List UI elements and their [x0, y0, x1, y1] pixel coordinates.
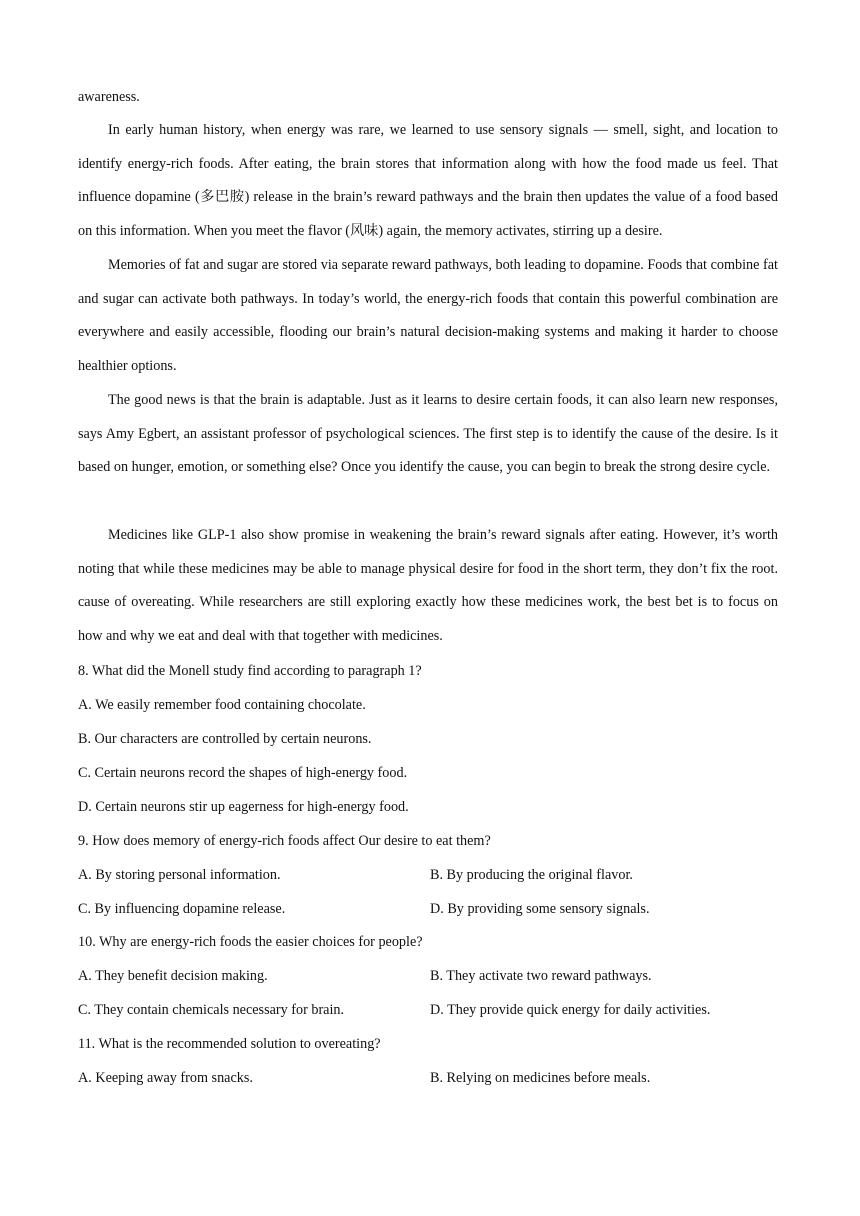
- passage-carryover-text: awareness.: [78, 89, 140, 105]
- question-8-stem: 8. What did the Monell study find according to paragraph 1?: [78, 663, 422, 679]
- question-10-option-c: C. They contain chemicals necessary for brain.: [78, 1002, 345, 1018]
- question-10-stem: 10. Why are energy-rich foods the easier choices for people?: [78, 934, 423, 950]
- question-8-option-a: A. We easily remember food containing chocolate.: [78, 697, 366, 713]
- question-10-option-a: A. They benefit decision making.: [78, 968, 268, 984]
- question-11-stem: 11. What is the recommended solution to overeating?: [78, 1036, 381, 1052]
- question-8-option-d: D. Certain neurons stir up eagerness for high-energy food.: [78, 799, 409, 815]
- question-9-stem: 9. How does memory of energy-rich foods affect Our desire to eat them?: [78, 833, 491, 849]
- passage-paragraph-4: The good news is that the brain is adaptable. Just as it learns to desire certain foods, it can also learn new responses, says Amy Egbert, an assistant professor of psychological sciences. The first step is to identify the cause of the desire. Is it based on hunger, emotion, or something else? Once you identify the cause, you can begin to break the strong desire cycle.: [78, 392, 778, 476]
- passage-paragraph-5: Medicines like GLP-1 also show promise in weakening the brain’s reward signals after eating. However, it’s worth noting that while these medicines may be able to manage physical desire for food in the short term, they don’t fix the root. cause of overeating. While researchers are still exploring exactly how these medicines work, the best bet is to focus on how and why we eat and deal with that together with medicines.: [78, 527, 778, 645]
- question-9-option-b: B. By producing the original flavor.: [430, 867, 633, 883]
- question-9-option-c: C. By influencing dopamine release.: [78, 901, 286, 917]
- question-9-option-a: A. By storing personal information.: [78, 867, 281, 883]
- question-11-option-b: B. Relying on medicines before meals.: [430, 1070, 651, 1086]
- passage-paragraph-3: Memories of fat and sugar are stored via separate reward pathways, both leading to dopamine. Foods that combine fat and sugar can activate both pathways. In today’s world, the energy-rich foods that contain this powerful combination are everywhere and easily accessible, flooding our brain’s natural decision-making systems and making it harder to choose healthier options.: [78, 257, 778, 375]
- question-8-option-c: C. Certain neurons record the shapes of high-energy food.: [78, 765, 408, 781]
- question-8-option-b: B. Our characters are controlled by certain neurons.: [78, 731, 372, 747]
- question-11-option-a: A. Keeping away from snacks.: [78, 1070, 253, 1086]
- passage-paragraph-2: In early human history, when energy was rare, we learned to use sensory signals — smell, sight, and location to identify energy-rich foods. After eating, the brain stores that information along with how the food made us feel. That influence dopamine (多巴胺) release in the brain’s reward pathways and the brain then updates the value of a food based on this information. When you meet the flavor (风味) again, the memory activates, stirring up a desire.: [78, 122, 778, 240]
- question-9-option-d: D. By providing some sensory signals.: [430, 901, 650, 917]
- question-10-option-b: B. They activate two reward pathways.: [430, 968, 652, 984]
- question-10-option-d: D. They provide quick energy for daily activities.: [430, 1002, 711, 1018]
